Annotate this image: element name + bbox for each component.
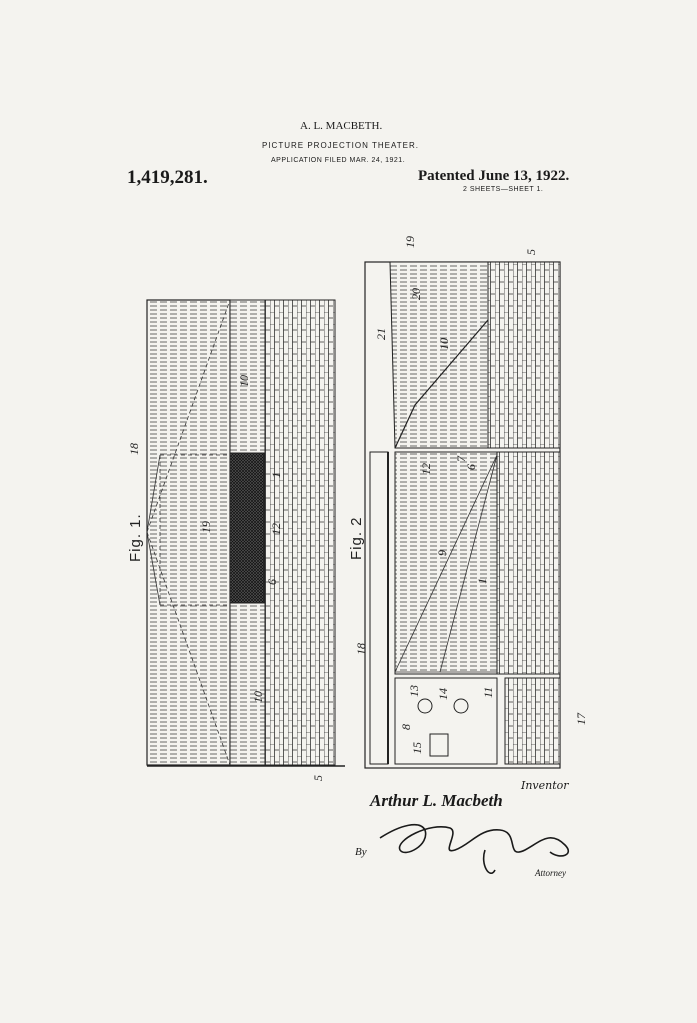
fig2-ref-1: 1	[475, 578, 489, 584]
fig2-ref-6: 6	[464, 464, 478, 470]
attorney-signature	[380, 825, 568, 874]
fig2-brick-upper	[488, 262, 560, 448]
fig2-ref-9: 9	[435, 550, 449, 556]
figure-2-drawing	[348, 236, 588, 768]
fig2-brick-lower	[497, 452, 560, 674]
attorney-label: Attorney	[535, 868, 566, 878]
fig1-ref-19: 19	[199, 521, 213, 533]
fig2-ref-5: 5	[524, 249, 538, 255]
fig1-ref-10b: 10	[251, 691, 265, 703]
fig2-ref-18: 18	[354, 643, 368, 655]
by-label: By	[355, 846, 367, 858]
inventor-signature: Arthur L. Macbeth	[370, 791, 503, 810]
fig1-ref-18: 18	[127, 443, 141, 455]
fig2-ref-17: 17	[574, 713, 588, 725]
fig2-ref-20: 20	[409, 288, 423, 300]
fig2-brick-base	[505, 678, 560, 764]
patented-date: Patented June 13, 1922.	[418, 168, 570, 184]
fig1-ref-5: 5	[311, 775, 325, 781]
fig1-stage-area	[147, 300, 230, 765]
fig2-label: Fig. 2	[348, 516, 365, 560]
fig1-label: Fig. 1.	[127, 513, 144, 562]
patent-number: 1,419,281.	[127, 167, 208, 188]
fig2-floor-slab	[370, 452, 388, 764]
fig2-ref-13: 13	[407, 685, 421, 697]
fig2-ref-19: 19	[403, 236, 417, 248]
fig1-screen	[230, 453, 264, 603]
patent-title: PICTURE PROJECTION THEATER.	[262, 141, 419, 150]
fig2-ref-11: 11	[481, 686, 495, 698]
fig1-ref-10a: 10	[237, 375, 251, 387]
fig1-ref-1: 1	[269, 472, 283, 478]
fig2-ref-8: 8	[399, 724, 413, 730]
fig2-roof-section	[390, 262, 488, 448]
application-filed-date: APPLICATION FILED MAR. 24, 1921.	[271, 157, 406, 164]
inventor-label: Inventor	[521, 779, 569, 792]
fig1-ref-6: 6	[265, 579, 279, 585]
fig2-ref-12: 12	[419, 463, 433, 475]
sheet-count: 2 SHEETS—SHEET 1.	[463, 186, 544, 193]
fig2-ref-7: 7	[454, 456, 468, 462]
inventor-name-header: A. L. MACBETH.	[300, 120, 383, 132]
fig2-ref-21: 21	[374, 328, 388, 340]
figure-1-drawing	[127, 300, 345, 781]
fig2-ref-10: 10	[437, 338, 451, 350]
fig1-ref-12: 12	[269, 523, 283, 535]
fig2-ref-15: 15	[410, 742, 424, 754]
fig2-ref-14: 14	[436, 688, 450, 700]
